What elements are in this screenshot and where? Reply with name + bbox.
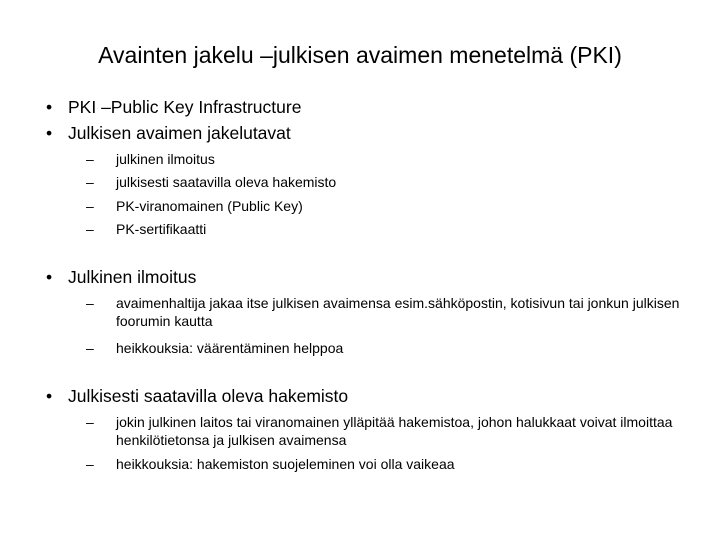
- sub-item-text: avaimenhaltija jakaa itse julkisen avaimensa esim.sähköpostin, kotisivun tai jonkun julkisen foorumin kautta: [116, 295, 680, 329]
- dash-icon: –: [86, 340, 94, 356]
- dash-icon: –: [86, 295, 94, 311]
- sub-item-text: heikkouksia: hakemiston suojeleminen voi olla vaikeaa: [116, 456, 455, 472]
- sub-item-text: jokin julkinen laitos tai viranomainen ylläpitää hakemistoa, johon halukkaat voivat ilmoittaa henkilötietonsa ja julkisen avaimensa: [116, 414, 673, 448]
- bullet-icon: •: [46, 123, 53, 143]
- bullet-text: Julkisen avaimen jakelutavat: [68, 123, 291, 143]
- dash-icon: –: [86, 174, 94, 190]
- bullet-icon: •: [46, 267, 53, 287]
- sub-item-text: PK-sertifikaatti: [116, 221, 207, 237]
- slide-title: Avainten jakelu –julkisen avaimen menetelmä (PKI): [98, 42, 622, 68]
- sub-item-text: PK-viranomainen (Public Key): [116, 198, 303, 214]
- bullet-text: Julkisesti saatavilla oleva hakemisto: [68, 386, 349, 406]
- dash-icon: –: [86, 198, 94, 214]
- bullet-icon: •: [46, 386, 53, 406]
- dash-icon: –: [86, 151, 94, 167]
- dash-icon: –: [86, 456, 94, 472]
- dash-icon: –: [86, 221, 94, 237]
- bullet-icon: •: [46, 97, 53, 117]
- sub-item-text: julkinen ilmoitus: [116, 151, 215, 167]
- bullet-text: PKI –Public Key Infrastructure: [68, 97, 302, 117]
- dash-icon: –: [86, 414, 94, 430]
- sub-item-text: julkisesti saatavilla oleva hakemisto: [116, 174, 337, 190]
- bullet-text: Julkinen ilmoitus: [68, 267, 197, 287]
- sub-item-text: heikkouksia: väärentäminen helppoa: [116, 340, 344, 356]
